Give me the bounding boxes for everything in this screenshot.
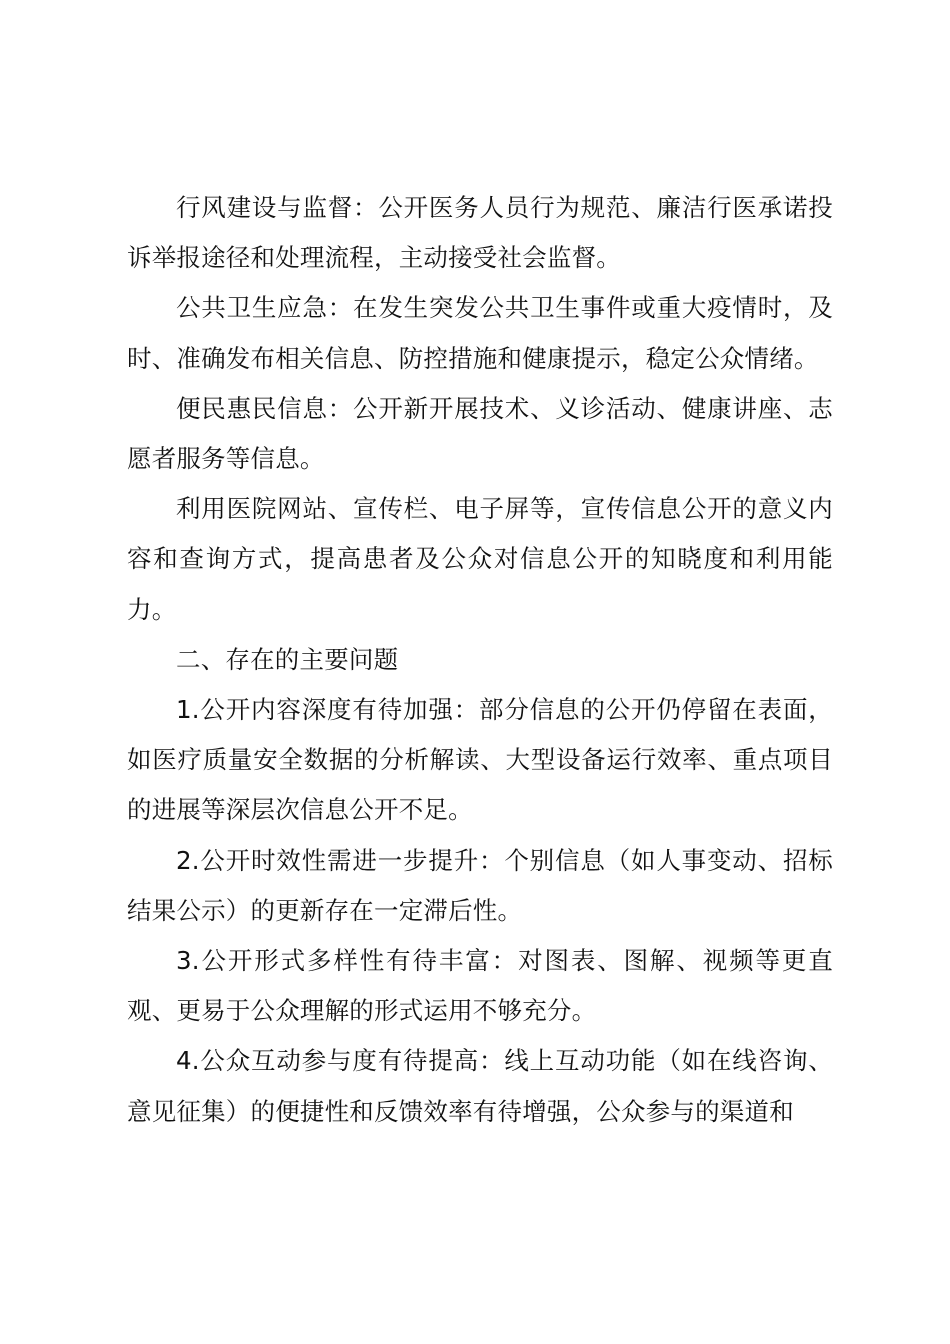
problem-item-3: 3.公开形式多样性有待丰富：对图表、图解、视频等更直观、更易于公众理解的形式运用不够充分。 (127, 946, 833, 1026)
document-body (127, 183, 833, 1137)
paragraph-public-health-emergency: 公共卫生应急：在发生突发公共卫生事件或重大疫情时，及时、准确发布相关信息、防控措施和健康提示，稳定公众情绪。 (127, 293, 833, 373)
section-heading-main-problems: 二、存在的主要问题 (176, 644, 399, 674)
paragraph-conduct-supervision: 行风建设与监督：公开医务人员行为规范、廉洁行医承诺投诉举报途径和处理流程，主动接受社会监督。 (127, 193, 833, 273)
problem-item-4: 4.公众互动参与度有待提高：线上互动功能（如在线咨询、意见征集）的便捷性和反馈效率有待增强，公众参与的渠道和 (127, 1046, 833, 1126)
paragraph-publicity-channels: 利用医院网站、宣传栏、电子屏等，宣传信息公开的意义内容和查询方式，提高患者及公众对信息公开的知晓度和利用能力。 (127, 494, 833, 624)
paragraph-convenience-info: 便民惠民信息：公开新开展技术、义诊活动、健康讲座、志愿者服务等信息。 (127, 393, 833, 474)
problem-item-1: 1.公开内容深度有待加强：部分信息的公开仍停留在表面，如医疗质量安全数据的分析解读、大型设备运行效率、重点项目的进展等深层次信息公开不足。 (127, 695, 833, 825)
problem-item-2: 2.公开时效性需进一步提升：个别信息（如人事变动、招标结果公示）的更新存在一定滞后性。 (127, 845, 833, 925)
